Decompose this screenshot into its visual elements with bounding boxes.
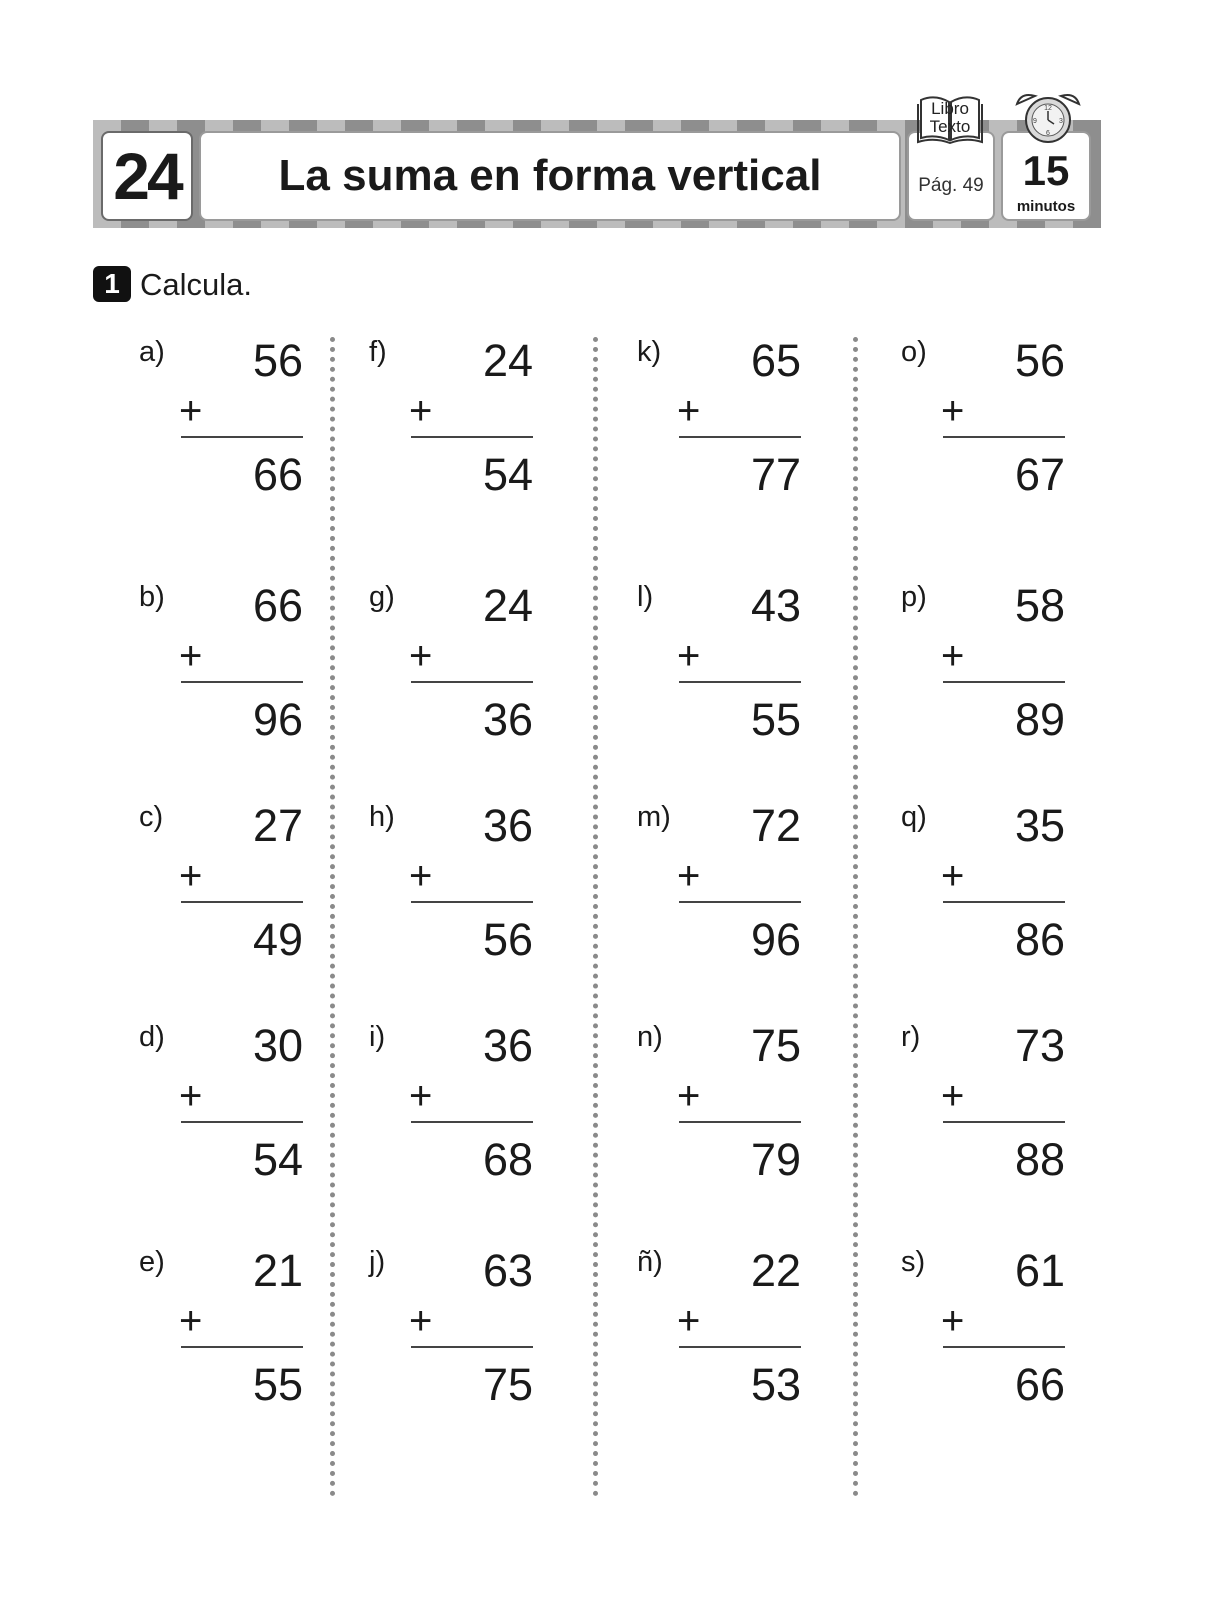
clock-number-6: 6 [1046, 130, 1050, 137]
book-label [918, 100, 982, 136]
problem-letter: l) [637, 581, 654, 613]
addition-problem [369, 580, 549, 750]
addition-problem [637, 580, 817, 750]
exercise-number: 1 [93, 266, 131, 302]
problem-letter: n) [637, 1021, 663, 1053]
plus-sign: + [179, 634, 203, 678]
sum-line [181, 436, 303, 438]
sum-line [679, 681, 801, 683]
addition-problem [369, 800, 549, 970]
sum-line [943, 901, 1065, 903]
problem-addend-bottom: 54 [252, 1134, 303, 1185]
problem-addend-bottom: 49 [252, 914, 303, 965]
plus-sign: + [941, 1299, 965, 1343]
sum-line [679, 436, 801, 438]
problem-letter: g) [369, 581, 395, 613]
sum-line [181, 1346, 303, 1348]
problem-addend-bottom: 89 [1014, 694, 1065, 745]
sum-line [943, 1121, 1065, 1123]
plus-sign: + [677, 1074, 701, 1118]
problem-addend-bottom: 53 [750, 1359, 801, 1410]
addition-problem [901, 580, 1081, 750]
addition-problem [369, 1020, 549, 1190]
problem-letter: b) [139, 581, 165, 613]
problem-letter: j) [369, 1246, 386, 1278]
sum-line [679, 1121, 801, 1123]
problem-addend-bottom: 88 [1014, 1134, 1065, 1185]
problem-letter: m) [637, 801, 671, 833]
problem-addend-bottom: 66 [252, 449, 303, 500]
problem-addend-bottom: 55 [750, 694, 801, 745]
problem-letter: s) [901, 1246, 926, 1278]
plus-sign: + [941, 389, 965, 433]
sum-line [181, 681, 303, 683]
book-label-line1: Libro [931, 99, 969, 118]
clock-number-3: 3 [1059, 118, 1063, 125]
problem-letter: p) [901, 581, 927, 613]
problem-addend-bottom: 96 [750, 914, 801, 965]
problem-letter: f) [369, 336, 387, 368]
clock-number-9: 9 [1033, 118, 1037, 125]
column-divider [330, 337, 335, 1497]
page-reference: Pág. 49 [918, 175, 984, 196]
addition-problem [369, 335, 549, 505]
page-title: La suma en forma vertical [199, 131, 901, 221]
sum-line [411, 436, 533, 438]
sum-line [181, 901, 303, 903]
problem-addend-top: 27 [252, 800, 303, 851]
addition-problem [637, 1245, 817, 1415]
problem-addend-top: 35 [1014, 800, 1065, 851]
plus-sign: + [941, 854, 965, 898]
time-unit: minutos [1016, 198, 1076, 215]
problem-addend-top: 66 [252, 580, 303, 631]
problem-letter: r) [901, 1021, 921, 1053]
problem-addend-bottom: 77 [750, 449, 801, 500]
sum-line [411, 901, 533, 903]
addition-problem [139, 800, 319, 970]
problem-addend-top: 36 [482, 800, 533, 851]
plus-sign: + [409, 634, 433, 678]
problem-addend-bottom: 56 [482, 914, 533, 965]
problem-addend-top: 56 [1014, 335, 1065, 386]
problem-letter: ñ) [637, 1246, 663, 1278]
plus-sign: + [179, 854, 203, 898]
plus-sign: + [941, 1074, 965, 1118]
plus-sign: + [677, 634, 701, 678]
sum-line [943, 681, 1065, 683]
problem-addend-top: 65 [750, 335, 801, 386]
problem-letter: k) [637, 336, 662, 368]
problem-letter: a) [139, 336, 165, 368]
sum-line [411, 1346, 533, 1348]
addition-problem [901, 800, 1081, 970]
plus-sign: + [409, 854, 433, 898]
problem-addend-top: 24 [482, 335, 533, 386]
problem-addend-top: 43 [750, 580, 801, 631]
column-divider [853, 337, 858, 1497]
plus-sign: + [677, 854, 701, 898]
sum-line [411, 681, 533, 683]
column-divider [593, 337, 598, 1497]
problem-addend-top: 58 [1014, 580, 1065, 631]
page-reference-box [907, 131, 995, 221]
problem-addend-bottom: 55 [252, 1359, 303, 1410]
problem-letter: e) [139, 1246, 165, 1278]
problem-addend-bottom: 36 [482, 694, 533, 745]
sum-line [943, 436, 1065, 438]
addition-problem [139, 1020, 319, 1190]
addition-problem [637, 800, 817, 970]
addition-problem [637, 1020, 817, 1190]
problem-addend-bottom: 79 [750, 1134, 801, 1185]
unit-number: 24 [101, 131, 193, 221]
plus-sign: + [179, 1074, 203, 1118]
sum-line [943, 1346, 1065, 1348]
problem-addend-bottom: 68 [482, 1134, 533, 1185]
book-label-line2: Texto [929, 117, 971, 136]
plus-sign: + [179, 389, 203, 433]
addition-problem [901, 335, 1081, 505]
problem-letter: c) [139, 801, 164, 833]
problem-addend-top: 75 [750, 1020, 801, 1071]
problem-addend-bottom: 75 [482, 1359, 533, 1410]
addition-problem [139, 580, 319, 750]
addition-problem [139, 335, 319, 505]
clock-number-12: 12 [1044, 105, 1052, 112]
problem-addend-top: 30 [252, 1020, 303, 1071]
plus-sign: + [409, 1074, 433, 1118]
problem-addend-top: 72 [750, 800, 801, 851]
plus-sign: + [941, 634, 965, 678]
problem-addend-top: 36 [482, 1020, 533, 1071]
problem-letter: o) [901, 336, 927, 368]
problem-addend-bottom: 67 [1014, 449, 1065, 500]
sum-line [679, 901, 801, 903]
addition-problem [901, 1020, 1081, 1190]
sum-line [679, 1346, 801, 1348]
plus-sign: + [179, 1299, 203, 1343]
plus-sign: + [677, 389, 701, 433]
plus-sign: + [409, 1299, 433, 1343]
addition-problem [637, 335, 817, 505]
problem-addend-top: 63 [482, 1245, 533, 1296]
problem-letter: q) [901, 801, 927, 833]
plus-sign: + [409, 389, 433, 433]
problem-letter: d) [139, 1021, 165, 1053]
exercise-instruction: Calcula. [140, 267, 252, 302]
plus-sign: + [677, 1299, 701, 1343]
time-value: 15 [1022, 147, 1070, 194]
problem-letter: i) [369, 1021, 386, 1053]
problem-addend-top: 56 [252, 335, 303, 386]
problem-addend-bottom: 54 [482, 449, 533, 500]
problem-addend-top: 61 [1014, 1245, 1065, 1296]
sum-line [181, 1121, 303, 1123]
problem-addend-top: 24 [482, 580, 533, 631]
problem-addend-bottom: 86 [1014, 914, 1065, 965]
sum-line [411, 1121, 533, 1123]
addition-problem [901, 1245, 1081, 1415]
problem-addend-top: 73 [1014, 1020, 1065, 1071]
problem-addend-top: 22 [750, 1245, 801, 1296]
problem-addend-bottom: 96 [252, 694, 303, 745]
addition-problem [369, 1245, 549, 1415]
problem-addend-top: 21 [252, 1245, 303, 1296]
alarm-clock-icon [1011, 90, 1085, 148]
problem-addend-bottom: 66 [1014, 1359, 1065, 1410]
problem-letter: h) [369, 801, 395, 833]
addition-problem [139, 1245, 319, 1415]
